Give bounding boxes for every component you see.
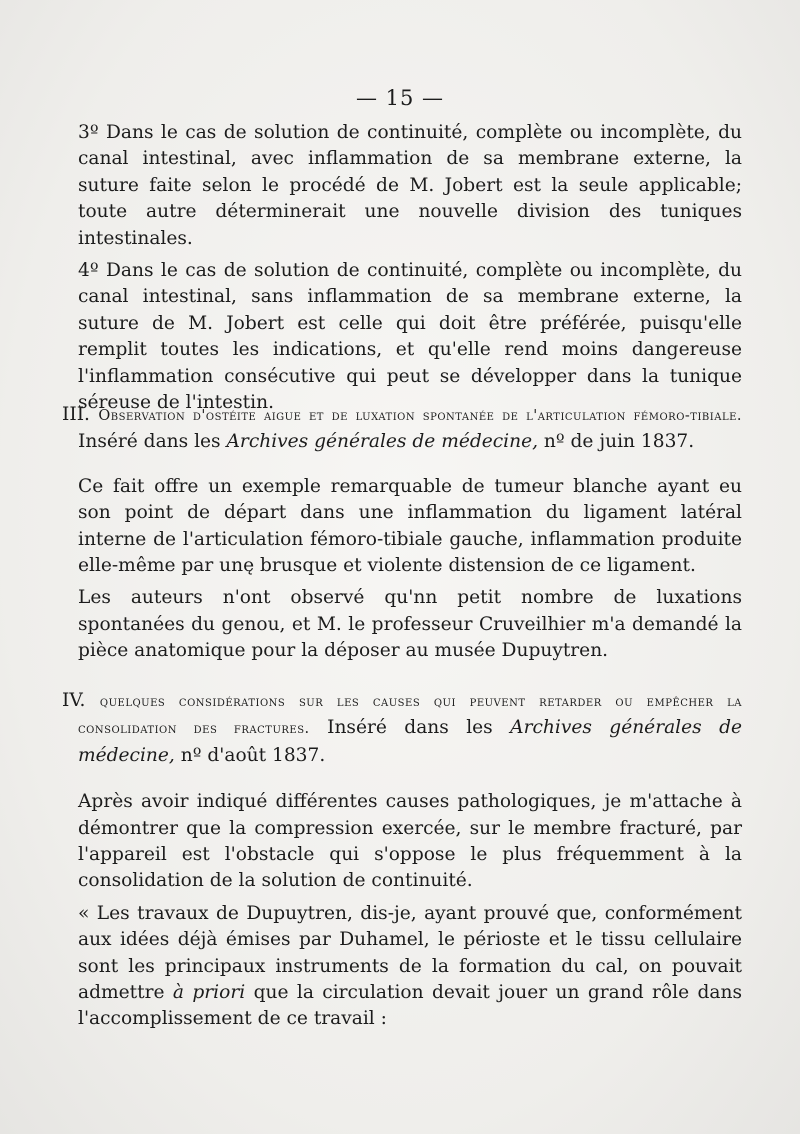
- section-3-heading: [62, 402, 742, 456]
- section-4-paragraph-2-end: que la circulation devait jouer un grand rôle dans l'accomplissement de ce travail :: [78, 982, 742, 1030]
- section-4-numeral: IV.: [62, 690, 86, 711]
- section-3-paragraph-1: Ce fait offre un exemple remarquable de tumeur blanche ayant eu son point de départ dans une inflammation du ligament latéral interne de l'articulation fémoro-tibiale gauche, inflammation produite elle-même par unę brusque et violente distension de ce ligament.: [78, 475, 742, 577]
- section-4-paragraph-1: Après avoir indiqué différentes causes pathologiques, je m'attache à démontrer que la compression exercée, sur le membre fracturé, par l'appareil est l'obstacle qui s'oppose le plus fréquemment à la consolidation de la solution de continuité.: [78, 791, 742, 892]
- section-4-paragraph-2: [78, 901, 742, 1033]
- point-4: 4º Dans le cas de solution de continuité, complète ou incomplète, du canal intestinal, sans inflammation de sa membrane externe, la suture de M. Jobert est celle qui doit être préférée, puisqu'elle remplit toutes les indications, et qu'elle rend moins dangereuse l'inflammation consécutive qui peut se développer dans la tunique séreuse de l'intestin.: [78, 260, 742, 414]
- point-3: 3º Dans le cas de solution de continuité, complète ou incomplète, du canal intestinal, avec inflammation de sa membrane externe, la suture faite selon le procédé de M. Jobert est la seule applicable; toute autre déterminerait une nouvelle division des tuniques intestinales.: [78, 122, 742, 249]
- section-4: [62, 688, 742, 1033]
- section-4-journal: Archives générales de médecine,: [78, 717, 742, 766]
- section-3-paragraph-2: Les auteurs n'ont observé qu'nn petit nombre de luxations spontanées du genou, et M. le professeur Cruveilhier m'a demandé la pièce anatomique pour la déposer au musée Dupuytren.: [78, 587, 742, 662]
- page-number: — 15 —: [355, 86, 445, 110]
- section-4-paragraph-2-italic: à priori: [172, 982, 246, 1004]
- section-3-date: nº de juin 1837.: [543, 431, 695, 453]
- section-4-paragraph-2-start: « Les travaux de Dupuytren, dis-je, ayant prouvé que, conformément aux idées déjà émises par Duhamel, le périoste et le tissu cellulaire sont les principaux instruments de la formation du cal, on pouvait admettre: [78, 902, 742, 1004]
- section-4-title: quelques considérations sur les causes qui peuvent retarder ou empêcher la consolidation des fractures.: [78, 694, 742, 738]
- section-3: [62, 402, 742, 665]
- section-3-numeral: III.: [62, 404, 90, 425]
- section-4-inserted: Inséré dans les: [327, 717, 493, 739]
- section-3-journal: Archives générales de médecine,: [226, 431, 538, 453]
- section-4-heading: [62, 688, 742, 769]
- section-4-date: nº d'août 1837.: [180, 744, 326, 766]
- section-3-title: Observation d'ostéite aigue et de luxation spontanée de l'articulation fémoro-tibiale.: [98, 408, 742, 424]
- section-3-inserted: Inséré dans les: [78, 431, 221, 453]
- points-block: [78, 120, 742, 416]
